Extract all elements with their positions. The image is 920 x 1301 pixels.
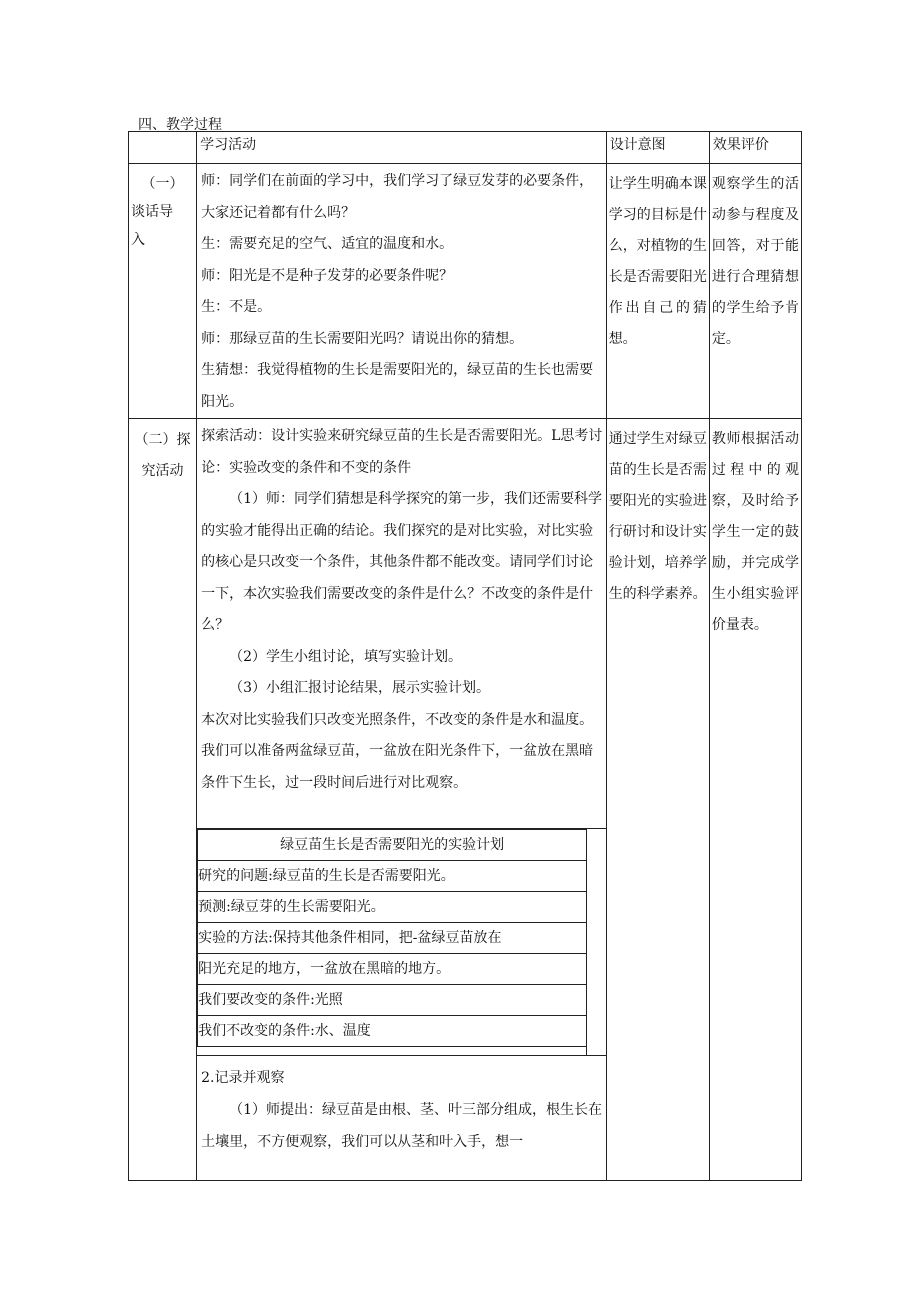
header-stage-cell — [129, 132, 197, 164]
intent-cell: 让学生明确本课学习的目标是什么，对植物的生长是否需要阳光作出自己的猜想。 — [606, 164, 709, 419]
evaluation-cell: 教师根据活动过程中的观察，及时给予学生一定的鼓励，并完成学生小组实验评价量表。 — [709, 419, 801, 1181]
activity-cell: 师：同学们在前面的学习中，我们学习了绿豆发芽的必要条件，大家还记着都有什么吗？ 生：需要充足的空气、适宜的温度和水。 师：阳光是不是种子发芽的必要条件呢？ 生：不是。 师：那绿豆苗的生长需要阳光吗？请说出你的猜想。 生猜想：我觉得植物的生长是需要阳光的，绿豆苗的生长也需要阳光。 — [197, 164, 607, 419]
record-cell: 2.记录并观察 （1）师提出：绿豆苗是由根、茎、叶三部分组成，根生长在土壤里，不方便观察，我们可以从茎和叶入手，想一 — [197, 1056, 607, 1181]
plan-line: 研究的问题:绿豆苗的生长是否需要阳光。 — [198, 861, 587, 892]
section-title: 四、教学过程 — [138, 117, 222, 133]
plan-title: 绿豆苗生长是否需要阳光的实验计划 — [198, 830, 587, 861]
plan-cell — [197, 829, 607, 1056]
header-activity: 学习活动 — [197, 132, 607, 164]
intent-cell: 通过学生对绿豆苗的生长是否需要阳光的实验进行研讨和设计实验计划，培养学生的科学素养。 — [606, 419, 709, 1181]
plan-line: 我们不改变的条件:水、温度 — [198, 1016, 587, 1047]
plan-line: 预测:绿豆芽的生长需要阳光。 — [198, 892, 587, 923]
evaluation-cell: 观察学生的活动参与程度及回答，对于能进行合理猜想的学生给予肯定。 — [709, 164, 801, 419]
stage-label: （二）探 究活动 — [129, 419, 197, 1181]
table-row — [129, 164, 802, 419]
plan-line: 我们要改变的条件:光照 — [198, 985, 587, 1016]
header-evaluation: 效果评价 — [709, 132, 801, 164]
stage-label: （一） 谈话导 入 — [129, 164, 197, 419]
table-row — [129, 419, 802, 829]
teaching-process-table — [128, 131, 802, 1181]
activity-cell: 探索活动：设计实验来研究绿豆苗的生长是否需要阳光。L思考讨论：实验改变的条件和不变的条件 （1）师：同学们猜想是科学探究的第一步，我们还需要科学的实验才能得出正确的结论。我们探究的是对比实验，对比实验的核心是只改变一个条件，其他条件都不能改变。请同学们讨论一下，本次实验我们需要改变的条件是什么？不改变的条件是什么？ （2）学生小组讨论，填写实验计划。 （3）小组汇报讨论结果，展示实验计划。 本次对比实验我们只改变光照条件，不改变的条件是水和温度。我们可以准备两盆绿豆苗，一盆放在阳光条件下，一盆放在黑暗条件下生长，过一段时间后进行对比观察。 — [197, 419, 607, 829]
plan-line: 实验的方法:保持其他条件相同，把-盆绿豆苗放在 — [198, 923, 587, 954]
experiment-plan-table — [197, 829, 587, 1047]
plan-side-border — [586, 829, 605, 1055]
header-intent: 设计意图 — [606, 132, 709, 164]
plan-line: 阳光充足的地方，一盆放在黑暗的地方。 — [198, 954, 587, 985]
table-header-row — [129, 132, 802, 164]
